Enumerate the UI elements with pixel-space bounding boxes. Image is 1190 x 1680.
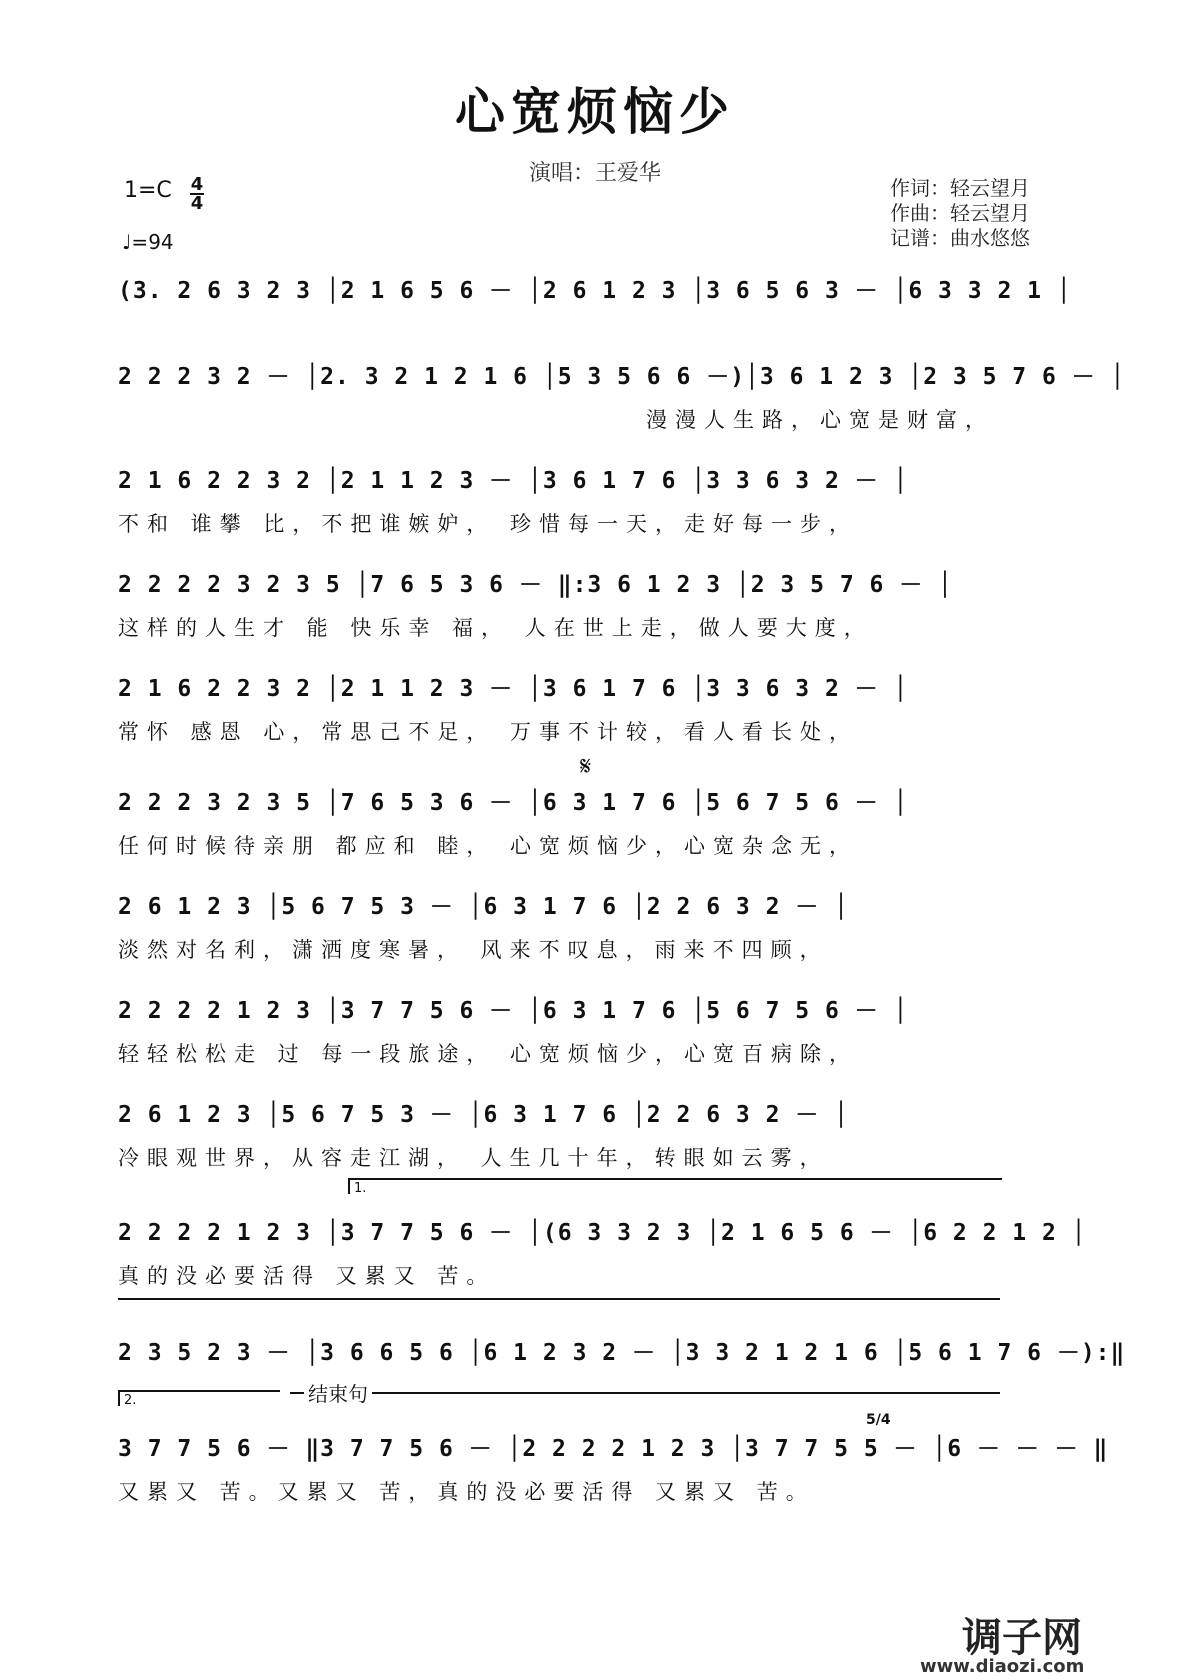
site-watermark-url: www.diaozi.com <box>920 1656 1085 1677</box>
time-signature <box>190 176 204 212</box>
credits <box>890 176 1030 251</box>
lyric-line: 不和 谁攀 比，不把谁嫉妒， 珍惜每一天，走好每一步， <box>118 512 859 536</box>
lyric-line: 漫漫人生路，心宽是财富， <box>646 408 994 432</box>
key-signature: 1=C <box>124 178 172 203</box>
notation-line: 2 6 1 2 3 │5 6 7 5 3 － │6 3 1 7 6 │2 2 6 3 2 － │ <box>118 1102 849 1128</box>
transcriber-credit: 记谱：曲水悠悠 <box>890 226 1030 250</box>
notation-line: 2 2 2 3 2 3 5 │7 6 5 3 6 － │6 3 1 7 6 │5 6 7 5 6 － │ <box>118 790 909 816</box>
time-signature-top: 4 <box>190 174 204 195</box>
notation-line: 2 6 1 2 3 │5 6 7 5 3 － │6 3 1 7 6 │2 2 6 3 2 － │ <box>118 894 849 920</box>
notation-line: 2 1 6 2 2 3 2 │2 1 1 2 3 － │3 6 1 7 6 │3 3 6 3 2 － │ <box>118 468 909 494</box>
notation-line: (3. 2 6 3 2 3 │2 1 6 5 6 － │2 6 1 2 3 │3 6 5 6 3 － │6 3 3 2 1 │ <box>118 278 1072 304</box>
lyric-line: 又累又 苦。又累又 苦，真的没必要活得 又累又 苦。 <box>118 1480 815 1504</box>
volta-first-ending <box>348 1178 1002 1194</box>
lyric-line: 任何时候待亲朋 都应和 睦， 心宽烦恼少，心宽杂念无， <box>118 834 859 858</box>
lyric-line: 常怀 感恩 心，常思己不足， 万事不计较，看人看长处， <box>118 720 859 744</box>
notation-line: 2 2 2 3 2 － │2. 3 2 1 2 1 6 │5 3 5 6 6 －)│3 6 1 2 3 │2 3 5 7 6 － │ <box>118 364 1126 390</box>
composer-credit: 作曲：轻云望月 <box>890 201 1030 225</box>
meter-change: 5/4 <box>866 1412 891 1428</box>
segno-sign: 𝄋 <box>580 752 592 782</box>
lyric-line: 这样的人生才 能 快乐幸 福， 人在世上走，做人要大度， <box>118 616 873 640</box>
ending-label: 结束句 <box>304 1378 372 1407</box>
volta-first-label: 1. <box>354 1181 367 1196</box>
notation-line: 2 2 2 2 1 2 3 │3 7 7 5 6 － │(6 3 3 2 3 │2 1 6 5 6 － │6 2 2 1 2 │ <box>118 1220 1087 1246</box>
lyricist-credit: 作词：轻云望月 <box>890 176 1030 200</box>
notation-line: 2 2 2 2 1 2 3 │3 7 7 5 6 － │6 3 1 7 6 │5 6 7 5 6 － │ <box>118 998 909 1024</box>
lyric-line: 轻轻松松走 过 每一段旅途， 心宽烦恼少，心宽百病除， <box>118 1042 859 1066</box>
notation-line: 2 3 5 2 3 － │3 6 6 5 6 │6 1 2 3 2 － │3 3 2 1 2 1 6 │5 6 1 7 6 －):‖ <box>118 1340 1126 1366</box>
notation-line: 2 1 6 2 2 3 2 │2 1 1 2 3 － │3 6 1 7 6 │3 3 6 3 2 － │ <box>118 676 909 702</box>
notation-line: 2 2 2 2 3 2 3 5 │7 6 5 3 6 － ‖:3 6 1 2 3 │2 3 5 7 6 － │ <box>118 572 953 598</box>
volta-second-label: 2. <box>124 1393 137 1408</box>
site-watermark: 调子网 <box>962 1615 1082 1661</box>
lyric-line: 真的没必要活得 又累又 苦。 <box>118 1264 496 1288</box>
tempo-marking: ♩=94 <box>122 230 174 254</box>
volta-continuation-line <box>118 1298 1000 1300</box>
singer-credit: 演唱：王爱华 <box>528 161 661 186</box>
score-title: 心宽烦恼少 <box>455 82 735 141</box>
ending-bracket-line <box>290 1392 1000 1394</box>
time-signature-bottom: 4 <box>190 193 204 214</box>
notation-line: 3 7 7 5 6 － ‖3 7 7 5 6 － │2 2 2 2 1 2 3 │3 7 7 5 5 － │6 － － － ‖ <box>118 1436 1109 1462</box>
lyric-line: 淡然对名利，潇洒度寒暑， 风来不叹息，雨来不四顾， <box>118 938 829 962</box>
volta-second-ending <box>118 1390 280 1406</box>
lyric-line: 冷眼观世界，从容走江湖， 人生几十年，转眼如云雾， <box>118 1146 829 1170</box>
